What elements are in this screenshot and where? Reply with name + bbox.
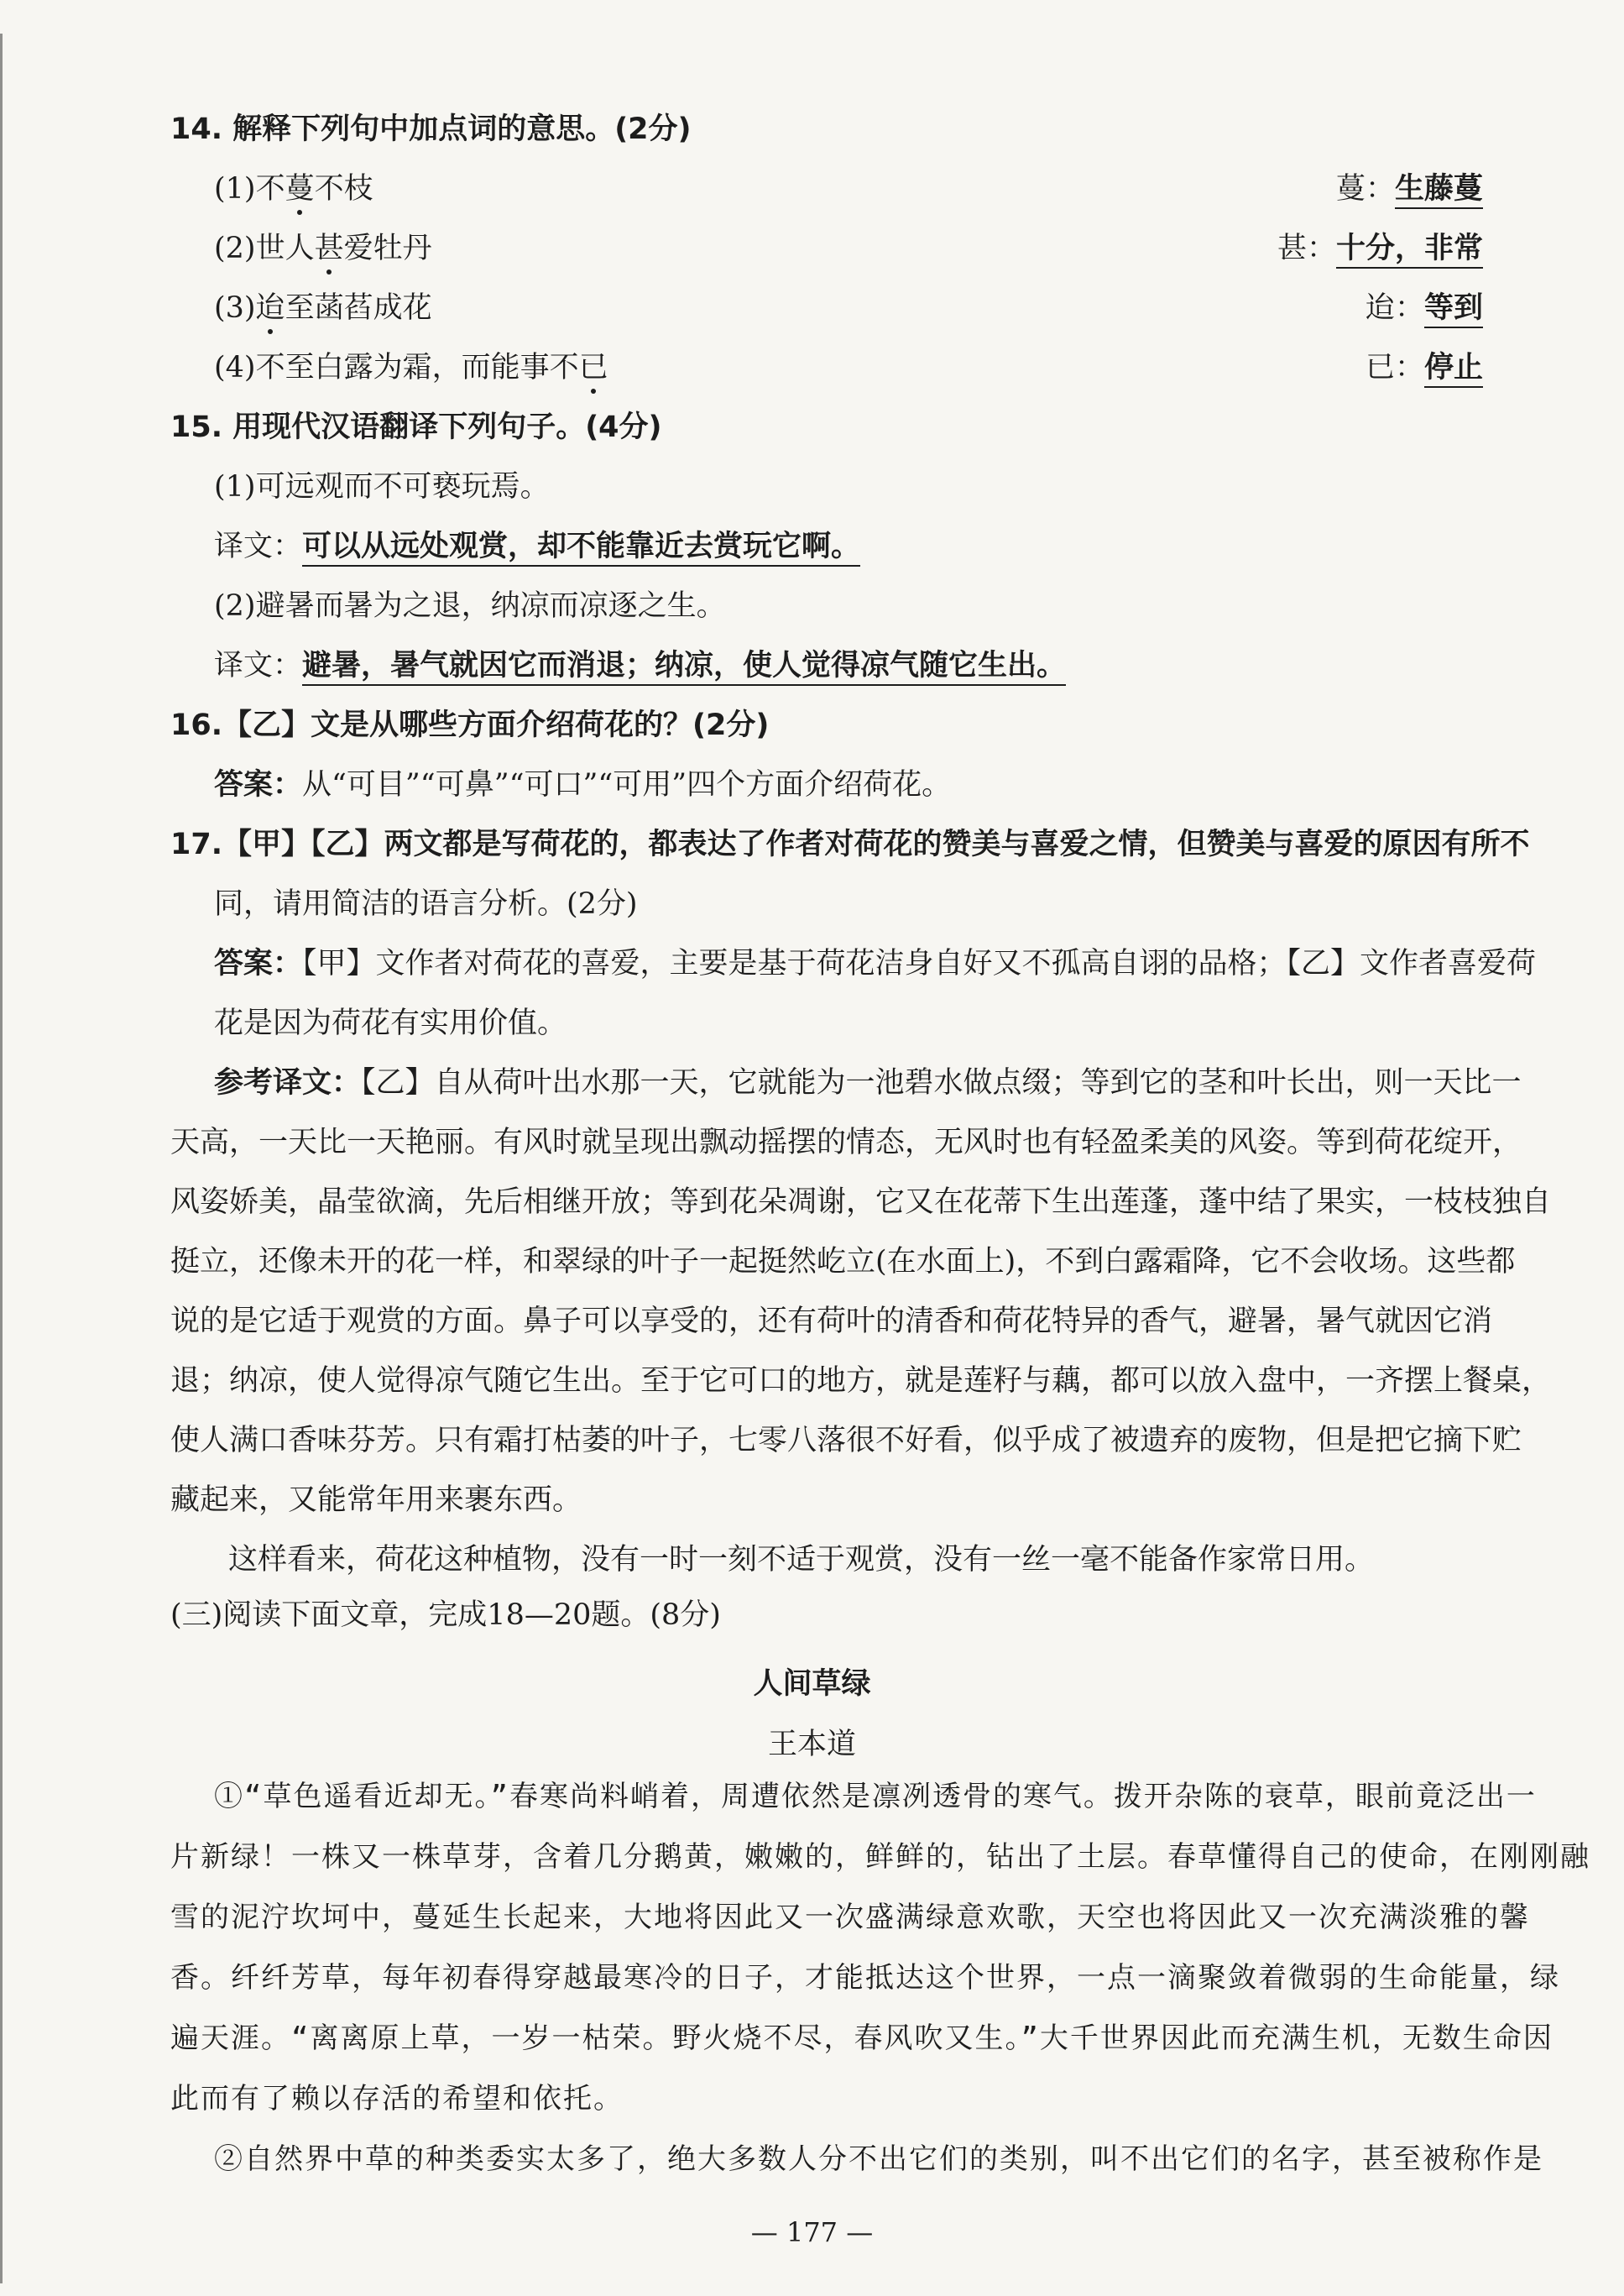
q15-sentence-2: (2)避暑而暑为之退，纳凉而凉逐之生。	[214, 589, 726, 623]
binding-edge	[0, 34, 3, 2283]
q14-answer-2: 甚：十分，非常	[1277, 230, 1483, 267]
q15-sentence-1: (1)可远观而不可亵玩焉。	[214, 470, 550, 504]
q17-answer-line-2: 花是因为荷花有实用价值。	[214, 1007, 567, 1040]
q16-stem: 16.【乙】文是从哪些方面介绍荷花的？(2分)	[170, 709, 770, 742]
q15-translation-1: 译文：可以从远处观赏，却不能靠近去赏玩它啊。	[214, 528, 1624, 565]
q17-answer-line-1: 答案：【甲】文作者对荷花的喜爱，主要是基于荷花洁身自好又不孤高自诩的品格；【乙】文作者喜爱荷	[214, 947, 1537, 981]
q14-stem: 14. 解释下列句中加点词的意思。(2分)	[170, 112, 692, 146]
article-line-1: ①“草色遥看近却无。”春寒尚料峭着，周遭依然是凛冽透骨的寒气。拨开杂陈的衰草，眼前竟泛出一	[214, 1780, 1537, 1813]
reference-line-2: 天高，一天比一天艳丽。有风时就呈现出飘动摇摆的情态，无风时也有轻盈柔美的风姿。等到荷花绽开，	[170, 1126, 1522, 1159]
article-author: 王本道	[767, 1728, 856, 1761]
q15-translation-2: 译文：避暑，暑气就因它而消退；纳凉，使人觉得凉气随它生出。	[214, 647, 1624, 684]
reference-line-9: 这样看来，荷花这种植物，没有一时一刻不适于观赏，没有一丝一毫不能备作家常日用。	[228, 1543, 1375, 1577]
section-3-heading: (三)阅读下面文章，完成18—20题。(8分)	[170, 1598, 721, 1632]
q14-item-1: (1)不蔓不枝	[214, 172, 373, 206]
article-line-3: 雪的泥泞坎坷中，蔓延生长起来，大地将因此又一次盛满绿意欢歌，天空也将因此又一次充满淡雅的馨	[170, 1901, 1530, 1934]
q15-stem: 15. 用现代汉语翻译下列句子。(4分)	[170, 411, 662, 444]
q14-item-4: (4)不至白露为霜，而能事不已	[214, 351, 608, 384]
q17-stem-line-2: 同，请用简洁的语言分析。(2分)	[214, 887, 638, 921]
reference-line-5: 说的是它适于观赏的方面。鼻子可以享受的，还有荷叶的清香和荷花特异的香气，避暑，暑气就因它消	[170, 1305, 1493, 1338]
q14-item-3: (3)迨至菡萏成花	[214, 291, 432, 325]
page-number: — 177 —	[750, 2216, 874, 2248]
reference-line-6: 退；纳凉，使人觉得凉气随它生出。至于它可口的地方，就是莲籽与藕，都可以放入盘中，一齐摆上餐桌，	[170, 1364, 1552, 1398]
reference-line-4: 挺立，还像未开的花一样，和翠绿的叶子一起挺然屹立(在水面上)，不到白露霜降，它不会收场。这些都	[170, 1245, 1516, 1279]
q17-stem-line-1: 17.【甲】【乙】两文都是写荷花的，都表达了作者对荷花的赞美与喜爱之情，但赞美与喜爱的原因有所不	[170, 828, 1530, 861]
reference-line-8: 藏起来，又能常年用来裹东西。	[170, 1483, 582, 1517]
article-line-7: ②自然界中草的种类委实太多了，绝大多数人分不出它们的类别，叫不出它们的名字，甚至被称作是	[214, 2142, 1543, 2176]
q16-answer: 答案：从“可目”“可鼻”“可口”“可用”四个方面介绍荷花。	[214, 768, 952, 802]
article-line-2: 片新绿！一株又一株草芽，含着几分鹅黄，嫩嫩的，鲜鲜的，钻出了土层。春草懂得自己的使命，在刚刚融	[170, 1840, 1590, 1874]
q14-answer-1: 蔓：生藤蔓	[1336, 170, 1483, 207]
q14-answer-3: 迨：等到	[1366, 290, 1483, 327]
article-line-4: 香。纤纤芳草，每年初春得穿越最寒冷的日子，才能抵达这个世界，一点一滴聚敛着微弱的生命能量，绿	[170, 1961, 1560, 1995]
q14-answer-4: 已：停止	[1366, 349, 1483, 386]
q14-item-2: (2)世人甚爱牡丹	[214, 232, 432, 265]
reference-line-3: 风姿娇美，晶莹欲滴，先后相继开放；等到花朵凋谢，它又在花蒂下生出莲蓬，蓬中结了果实，一枝枝独自	[170, 1185, 1552, 1219]
article-line-6: 此而有了赖以存活的希望和依托。	[170, 2082, 624, 2116]
reference-line-1: 参考译文：【乙】自从荷叶出水那一天，它就能为一池碧水做点缀；等到它的茎和叶长出，则一天比一	[214, 1066, 1522, 1100]
reference-line-7: 使人满口香味芬芳。只有霜打枯萎的叶子，七零八落很不好看，似乎成了被遗弃的废物，但是把它摘下贮	[170, 1424, 1522, 1457]
article-title: 人间草绿	[753, 1667, 871, 1701]
article-line-5: 遍天涯。“离离原上草，一岁一枯荣。野火烧不尽，春风吹又生。”大千世界因此而充满生机，无数生命因	[170, 2021, 1554, 2055]
